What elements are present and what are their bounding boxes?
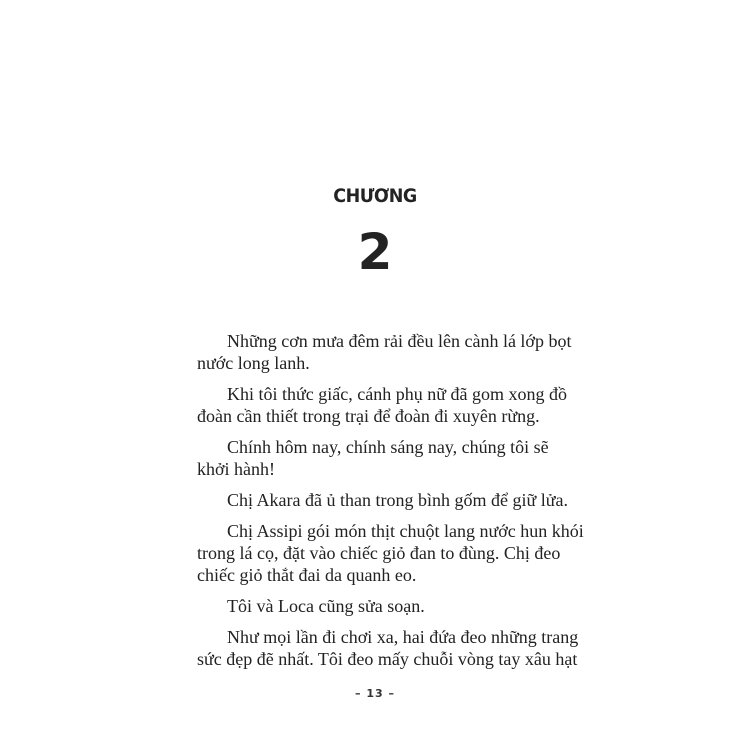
text-line: Chính hôm nay, chính sáng nay, chúng tôi sẽ bbox=[227, 437, 549, 457]
text-line: khởi hành! bbox=[197, 459, 276, 479]
text-line: Chị Akara đã ủ than trong bình gốm để giữ lửa. bbox=[227, 490, 568, 510]
text-line: Chị Assipi gói món thịt chuột lang nước hun khói bbox=[227, 521, 584, 541]
paragraph-6 bbox=[197, 595, 557, 617]
text-line: Khi tôi thức giấc, cánh phụ nữ đã gom xong đồ bbox=[227, 384, 567, 404]
text-line: chiếc giỏ thắt đai da quanh eo. bbox=[197, 565, 417, 585]
chapter-number: 2 bbox=[357, 223, 393, 281]
text-line: sức đẹp đẽ nhất. Tôi đeo mấy chuỗi vòng tay xâu hạt bbox=[197, 649, 578, 669]
text-line: nước long lanh. bbox=[197, 353, 310, 373]
chapter-body bbox=[197, 330, 584, 679]
paragraph-4 bbox=[197, 489, 568, 511]
paragraph-3 bbox=[197, 436, 557, 480]
text-line: đoàn cần thiết trong trại để đoàn đi xuyên rừng. bbox=[197, 406, 540, 426]
chapter-label: CHƯƠNG bbox=[333, 185, 417, 207]
text-line: Tôi và Loca cũng sửa soạn. bbox=[227, 596, 425, 616]
text-line: Như mọi lần đi chơi xa, hai đứa đeo những trang bbox=[227, 627, 579, 647]
text-line: trong lá cọ, đặt vào chiếc giỏ đan to đùng. Chị đeo bbox=[197, 543, 561, 563]
paragraph-7 bbox=[197, 626, 579, 670]
paragraph-1 bbox=[197, 330, 572, 374]
paragraph-5 bbox=[197, 520, 584, 586]
text-line: Những cơn mưa đêm rải đều lên cành lá lớp bọt bbox=[227, 331, 572, 351]
paragraph-2 bbox=[197, 383, 567, 427]
page-number: – 13 – bbox=[355, 687, 395, 700]
